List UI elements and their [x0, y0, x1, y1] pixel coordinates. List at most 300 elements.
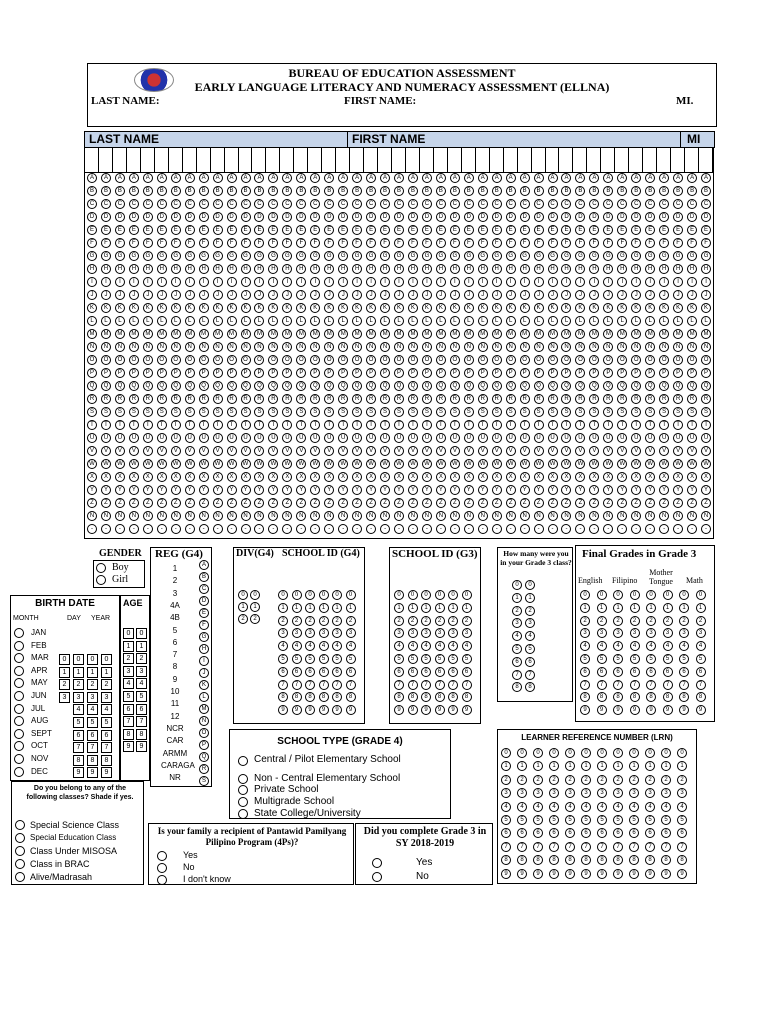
name-letter-bubble[interactable]: U	[213, 433, 223, 443]
name-letter-bubble[interactable]: B	[450, 186, 460, 196]
name-letter-bubble[interactable]: T	[408, 420, 418, 430]
final-grade-bubble[interactable]: 6	[646, 667, 656, 677]
lrn-digit-bubble[interactable]: 1	[677, 761, 687, 771]
name-letter-bubble[interactable]: Z	[422, 498, 432, 508]
name-letter-bubble[interactable]: C	[450, 199, 460, 209]
name-letter-bubble[interactable]: L	[338, 316, 348, 326]
name-letter-bubble[interactable]: Y	[436, 485, 446, 495]
birth-digit-bubble[interactable]: 4	[73, 704, 84, 715]
name-letter-bubble[interactable]: B	[282, 186, 292, 196]
name-letter-bubble[interactable]: E	[548, 225, 558, 235]
name-letter-bubble[interactable]: B	[352, 186, 362, 196]
name-letter-bubble[interactable]: P	[617, 368, 627, 378]
name-letter-bubble[interactable]: U	[338, 433, 348, 443]
name-letter-bubble[interactable]: W	[548, 459, 558, 469]
name-letter-bubble[interactable]: A	[659, 173, 669, 183]
name-letter-bubble[interactable]: F	[324, 238, 334, 248]
name-letter-bubble[interactable]: T	[282, 420, 292, 430]
name-letter-bubble[interactable]: Ñ	[673, 511, 683, 521]
lrn-digit-bubble[interactable]: 9	[581, 869, 591, 879]
div-bubble[interactable]: 2	[250, 614, 260, 624]
name-letter-bubble[interactable]: O	[617, 355, 627, 365]
birth-digit-bubble[interactable]: 8	[87, 755, 98, 766]
class-misosa-bubble[interactable]	[15, 846, 25, 856]
grade3-count-bubble[interactable]: 6	[525, 657, 535, 667]
name-letter-bubble[interactable]: Q	[157, 381, 167, 391]
name-letter-bubble[interactable]: S	[478, 407, 488, 417]
name-letter-bubble[interactable]: Ñ	[603, 511, 613, 521]
name-letter-bubble[interactable]: I	[645, 277, 655, 287]
name-letter-bubble[interactable]: U	[115, 433, 125, 443]
name-letter-bubble[interactable]: A	[366, 173, 376, 183]
name-letter-bubble[interactable]: F	[254, 238, 264, 248]
name-letter-bubble[interactable]: D	[673, 212, 683, 222]
fourps-no-bubble[interactable]	[157, 863, 167, 873]
final-grade-bubble[interactable]: 4	[663, 641, 673, 651]
name-letter-bubble[interactable]: Y	[534, 485, 544, 495]
name-letter-bubble[interactable]: Y	[129, 485, 139, 495]
name-letter-bubble[interactable]: A	[673, 173, 683, 183]
school-id-g3-bubble[interactable]: 5	[448, 654, 458, 664]
name-letter-bubble[interactable]: Q	[129, 381, 139, 391]
name-letter-bubble[interactable]: D	[659, 212, 669, 222]
final-grade-bubble[interactable]: 5	[679, 654, 689, 664]
name-letter-bubble[interactable]: F	[157, 238, 167, 248]
name-letter-bubble[interactable]: M	[422, 329, 432, 339]
name-letter-bubble[interactable]: L	[282, 316, 292, 326]
birth-month-bubble[interactable]	[14, 691, 24, 701]
name-letter-bubble[interactable]: E	[241, 225, 251, 235]
name-letter-bubble[interactable]: E	[520, 225, 530, 235]
name-letter-bubble[interactable]: F	[492, 238, 502, 248]
name-letter-bubble[interactable]: E	[366, 225, 376, 235]
name-letter-bubble[interactable]: Z	[408, 498, 418, 508]
name-letter-bubble[interactable]: R	[101, 394, 111, 404]
name-letter-bubble[interactable]: P	[673, 368, 683, 378]
name-letter-bubble[interactable]: A	[701, 173, 711, 183]
name-letter-bubble[interactable]: Y	[143, 485, 153, 495]
lrn-digit-bubble[interactable]: 4	[517, 802, 527, 812]
school-id-g3-bubble[interactable]: 1	[448, 603, 458, 613]
name-letter-bubble[interactable]: Z	[352, 498, 362, 508]
lrn-digit-bubble[interactable]: 7	[645, 842, 655, 852]
name-letter-bubble[interactable]: S	[575, 407, 585, 417]
birth-digit-bubble[interactable]: 6	[73, 730, 84, 741]
name-letter-bubble[interactable]: B	[561, 186, 571, 196]
name-letter-bubble[interactable]: L	[241, 316, 251, 326]
school-id-g4-bubble[interactable]: 1	[278, 603, 288, 613]
name-letter-bubble[interactable]: Z	[101, 498, 111, 508]
name-letter-bubble[interactable]: I	[422, 277, 432, 287]
name-letter-bubble[interactable]: J	[408, 290, 418, 300]
name-letter-bubble[interactable]: C	[380, 199, 390, 209]
name-letter-bubble[interactable]: Z	[450, 498, 460, 508]
name-letter-bubble[interactable]: N	[631, 342, 641, 352]
lrn-digit-bubble[interactable]: 0	[501, 748, 511, 758]
name-letter-bubble[interactable]: J	[254, 290, 264, 300]
name-letter-bubble[interactable]: H	[227, 264, 237, 274]
name-letter-bubble[interactable]: -	[171, 524, 181, 534]
name-letter-bubble[interactable]: I	[478, 277, 488, 287]
name-letter-bubble[interactable]: F	[171, 238, 181, 248]
lrn-digit-bubble[interactable]: 9	[629, 869, 639, 879]
name-letter-bubble[interactable]: M	[394, 329, 404, 339]
lrn-digit-bubble[interactable]: 8	[565, 855, 575, 865]
school-id-g3-bubble[interactable]: 7	[394, 680, 404, 690]
name-letter-bubble[interactable]: B	[492, 186, 502, 196]
region-bubble[interactable]: J	[199, 668, 209, 678]
lrn-digit-bubble[interactable]: 8	[613, 855, 623, 865]
name-letter-bubble[interactable]: R	[227, 394, 237, 404]
name-letter-bubble[interactable]: Q	[478, 381, 488, 391]
name-letter-bubble[interactable]: G	[436, 251, 446, 261]
name-letter-bubble[interactable]: A	[268, 173, 278, 183]
name-letter-bubble[interactable]: Z	[87, 498, 97, 508]
final-grade-bubble[interactable]: 8	[646, 692, 656, 702]
school-id-g4-bubble[interactable]: 9	[278, 705, 288, 715]
final-grade-bubble[interactable]: 4	[580, 641, 590, 651]
name-letter-box[interactable]	[350, 148, 364, 172]
name-letter-bubble[interactable]: D	[408, 212, 418, 222]
name-letter-bubble[interactable]: A	[115, 173, 125, 183]
name-letter-bubble[interactable]: D	[101, 212, 111, 222]
lrn-digit-bubble[interactable]: 1	[597, 761, 607, 771]
grade3-count-bubble[interactable]: 3	[525, 618, 535, 628]
name-letter-bubble[interactable]: G	[213, 251, 223, 261]
final-grade-bubble[interactable]: 8	[663, 692, 673, 702]
name-letter-bubble[interactable]: J	[645, 290, 655, 300]
name-letter-bubble[interactable]: D	[631, 212, 641, 222]
name-letter-bubble[interactable]: I	[617, 277, 627, 287]
name-letter-bubble[interactable]: I	[213, 277, 223, 287]
school-id-g4-bubble[interactable]: 5	[346, 654, 356, 664]
lrn-digit-bubble[interactable]: 9	[533, 869, 543, 879]
name-letter-bubble[interactable]: O	[227, 355, 237, 365]
lrn-digit-bubble[interactable]: 3	[645, 788, 655, 798]
name-letter-bubble[interactable]: N	[352, 342, 362, 352]
name-letter-bubble[interactable]: F	[687, 238, 697, 248]
name-letter-bubble[interactable]: J	[171, 290, 181, 300]
name-letter-bubble[interactable]: -	[380, 524, 390, 534]
name-letter-bubble[interactable]: K	[394, 303, 404, 313]
name-letter-bubble[interactable]: T	[436, 420, 446, 430]
name-letter-bubble[interactable]: L	[101, 316, 111, 326]
name-letter-bubble[interactable]: Y	[506, 485, 516, 495]
name-letter-bubble[interactable]: A	[534, 173, 544, 183]
name-letter-box[interactable]	[406, 148, 420, 172]
name-letter-bubble[interactable]: E	[227, 225, 237, 235]
lrn-digit-bubble[interactable]: 0	[565, 748, 575, 758]
name-letter-bubble[interactable]: G	[324, 251, 334, 261]
name-letter-bubble[interactable]: L	[254, 316, 264, 326]
name-letter-bubble[interactable]: J	[143, 290, 153, 300]
name-letter-bubble[interactable]: W	[87, 459, 97, 469]
school-type-noncentral-bubble[interactable]	[238, 774, 248, 784]
name-letter-bubble[interactable]: G	[296, 251, 306, 261]
name-letter-bubble[interactable]: C	[241, 199, 251, 209]
school-id-g4-bubble[interactable]: 9	[346, 705, 356, 715]
name-letter-bubble[interactable]: G	[673, 251, 683, 261]
name-letter-bubble[interactable]: Z	[380, 498, 390, 508]
lrn-digit-bubble[interactable]: 6	[645, 828, 655, 838]
name-letter-bubble[interactable]: Y	[603, 485, 613, 495]
name-letter-bubble[interactable]: W	[603, 459, 613, 469]
name-letter-bubble[interactable]: U	[227, 433, 237, 443]
name-letter-bubble[interactable]: N	[185, 342, 195, 352]
name-letter-bubble[interactable]: H	[268, 264, 278, 274]
name-letter-bubble[interactable]: D	[352, 212, 362, 222]
name-letter-bubble[interactable]: T	[394, 420, 404, 430]
name-letter-bubble[interactable]: G	[366, 251, 376, 261]
name-letter-bubble[interactable]: Q	[87, 381, 97, 391]
name-letter-bubble[interactable]: E	[687, 225, 697, 235]
name-letter-bubble[interactable]: Z	[659, 498, 669, 508]
school-id-g3-bubble[interactable]: 1	[408, 603, 418, 613]
age-digit-bubble[interactable]: 1	[136, 641, 147, 652]
final-grade-bubble[interactable]: 4	[597, 641, 607, 651]
name-letter-bubble[interactable]: J	[617, 290, 627, 300]
name-letter-bubble[interactable]: T	[338, 420, 348, 430]
name-letter-bubble[interactable]: D	[464, 212, 474, 222]
name-letter-bubble[interactable]: L	[631, 316, 641, 326]
class-brac-bubble[interactable]	[15, 859, 25, 869]
name-letter-bubble[interactable]: P	[282, 368, 292, 378]
name-letter-bubble[interactable]: G	[687, 251, 697, 261]
name-letter-bubble[interactable]: U	[575, 433, 585, 443]
name-letter-bubble[interactable]: K	[157, 303, 167, 313]
name-letter-bubble[interactable]: B	[534, 186, 544, 196]
name-letter-bubble[interactable]: I	[199, 277, 209, 287]
name-letter-bubble[interactable]: T	[143, 420, 153, 430]
name-letter-bubble[interactable]: L	[310, 316, 320, 326]
name-letter-bubble[interactable]: Ñ	[380, 511, 390, 521]
name-letter-bubble[interactable]: W	[575, 459, 585, 469]
name-letter-bubble[interactable]: H	[213, 264, 223, 274]
name-letter-bubble[interactable]: X	[603, 472, 613, 482]
name-letter-bubble[interactable]: B	[366, 186, 376, 196]
name-letter-bubble[interactable]: H	[701, 264, 711, 274]
name-letter-bubble[interactable]: L	[506, 316, 516, 326]
name-letter-bubble[interactable]: C	[464, 199, 474, 209]
name-letter-bubble[interactable]: X	[310, 472, 320, 482]
name-letter-bubble[interactable]: B	[436, 186, 446, 196]
lrn-digit-bubble[interactable]: 0	[549, 748, 559, 758]
name-letter-bubble[interactable]: K	[478, 303, 488, 313]
region-bubble[interactable]: N	[199, 716, 209, 726]
name-letter-bubble[interactable]: Y	[338, 485, 348, 495]
name-letter-bubble[interactable]: Z	[324, 498, 334, 508]
lrn-digit-bubble[interactable]: 8	[597, 855, 607, 865]
name-letter-bubble[interactable]: O	[101, 355, 111, 365]
name-letter-bubble[interactable]: E	[673, 225, 683, 235]
name-letter-bubble[interactable]: Q	[241, 381, 251, 391]
name-letter-bubble[interactable]: H	[101, 264, 111, 274]
name-letter-bubble[interactable]: K	[241, 303, 251, 313]
name-letter-bubble[interactable]: X	[408, 472, 418, 482]
name-letter-bubble[interactable]: C	[645, 199, 655, 209]
birth-month-bubble[interactable]	[14, 704, 24, 714]
name-letter-bubble[interactable]: M	[338, 329, 348, 339]
name-letter-bubble[interactable]: W	[185, 459, 195, 469]
name-letter-bubble[interactable]: S	[282, 407, 292, 417]
name-letter-bubble[interactable]: N	[408, 342, 418, 352]
name-letter-bubble[interactable]: B	[380, 186, 390, 196]
school-id-g4-bubble[interactable]: 9	[319, 705, 329, 715]
name-letter-bubble[interactable]: D	[213, 212, 223, 222]
name-letter-bubble[interactable]: F	[436, 238, 446, 248]
name-letter-bubble[interactable]: Ñ	[464, 511, 474, 521]
name-letter-bubble[interactable]: S	[296, 407, 306, 417]
name-letter-bubble[interactable]: S	[101, 407, 111, 417]
name-letter-bubble[interactable]: E	[589, 225, 599, 235]
lrn-digit-bubble[interactable]: 6	[677, 828, 687, 838]
school-type-central-bubble[interactable]	[238, 756, 248, 766]
name-letter-bubble[interactable]: H	[338, 264, 348, 274]
name-letter-bubble[interactable]: Ñ	[171, 511, 181, 521]
school-id-g4-bubble[interactable]: 6	[346, 667, 356, 677]
name-letter-bubble[interactable]: Z	[506, 498, 516, 508]
name-letter-bubble[interactable]: T	[422, 420, 432, 430]
name-letter-bubble[interactable]: P	[241, 368, 251, 378]
name-letter-box[interactable]	[476, 148, 490, 172]
lrn-digit-bubble[interactable]: 0	[517, 748, 527, 758]
age-digit-bubble[interactable]: 6	[123, 704, 134, 715]
name-letter-bubble[interactable]: P	[338, 368, 348, 378]
name-letter-bubble[interactable]: C	[268, 199, 278, 209]
name-letter-bubble[interactable]: Z	[701, 498, 711, 508]
name-letter-bubble[interactable]: T	[589, 420, 599, 430]
name-letter-bubble[interactable]: K	[506, 303, 516, 313]
name-letter-bubble[interactable]: Ñ	[575, 511, 585, 521]
name-letter-bubble[interactable]: R	[478, 394, 488, 404]
name-letter-bubble[interactable]: G	[394, 251, 404, 261]
name-letter-bubble[interactable]: Ñ	[282, 511, 292, 521]
birth-digit-bubble[interactable]: 0	[87, 654, 98, 665]
name-letter-bubble[interactable]: V	[673, 446, 683, 456]
name-letter-bubble[interactable]: C	[171, 199, 181, 209]
name-letter-bubble[interactable]: D	[548, 212, 558, 222]
school-id-g3-bubble[interactable]: 5	[394, 654, 404, 664]
name-letter-bubble[interactable]: U	[282, 433, 292, 443]
name-letter-bubble[interactable]: Ñ	[450, 511, 460, 521]
name-letter-bubble[interactable]: B	[129, 186, 139, 196]
name-letter-bubble[interactable]: W	[687, 459, 697, 469]
name-letter-bubble[interactable]: R	[115, 394, 125, 404]
name-letter-bubble[interactable]: Q	[701, 381, 711, 391]
name-letter-bubble[interactable]: G	[506, 251, 516, 261]
name-letter-bubble[interactable]: R	[87, 394, 97, 404]
name-letter-bubble[interactable]: Y	[282, 485, 292, 495]
name-letter-bubble[interactable]: Ñ	[115, 511, 125, 521]
name-letter-bubble[interactable]: X	[645, 472, 655, 482]
birth-month-bubble[interactable]	[14, 628, 24, 638]
name-letter-bubble[interactable]: W	[436, 459, 446, 469]
name-letter-bubble[interactable]: -	[561, 524, 571, 534]
name-letter-bubble[interactable]: C	[589, 199, 599, 209]
name-letter-bubble[interactable]: P	[492, 368, 502, 378]
name-letter-bubble[interactable]: X	[534, 472, 544, 482]
name-letter-bubble[interactable]: L	[548, 316, 558, 326]
birth-digit-bubble[interactable]: 1	[87, 667, 98, 678]
name-letter-bubble[interactable]: O	[589, 355, 599, 365]
name-letter-bubble[interactable]: H	[645, 264, 655, 274]
name-letter-bubble[interactable]: K	[352, 303, 362, 313]
name-letter-bubble[interactable]: -	[227, 524, 237, 534]
name-letter-bubble[interactable]: Y	[87, 485, 97, 495]
name-letter-bubble[interactable]: Ñ	[422, 511, 432, 521]
name-letter-bubble[interactable]: Ñ	[296, 511, 306, 521]
name-letter-bubble[interactable]: H	[687, 264, 697, 274]
name-letter-bubble[interactable]: T	[199, 420, 209, 430]
name-letter-bubble[interactable]: Y	[241, 485, 251, 495]
name-letter-bubble[interactable]: Z	[143, 498, 153, 508]
name-letter-bubble[interactable]: V	[87, 446, 97, 456]
name-letter-bubble[interactable]: -	[366, 524, 376, 534]
name-letter-box[interactable]	[546, 148, 560, 172]
name-letter-bubble[interactable]: C	[157, 199, 167, 209]
name-letter-bubble[interactable]: A	[199, 173, 209, 183]
name-letter-bubble[interactable]: J	[687, 290, 697, 300]
name-letter-bubble[interactable]: I	[687, 277, 697, 287]
birth-month-bubble[interactable]	[14, 653, 24, 663]
birth-digit-bubble[interactable]: 6	[87, 730, 98, 741]
name-letter-bubble[interactable]: Q	[673, 381, 683, 391]
name-letter-bubble[interactable]: Z	[589, 498, 599, 508]
name-letter-bubble[interactable]: X	[227, 472, 237, 482]
name-letter-bubble[interactable]: D	[296, 212, 306, 222]
name-letter-bubble[interactable]: R	[436, 394, 446, 404]
name-letter-bubble[interactable]: R	[492, 394, 502, 404]
name-letter-bubble[interactable]: T	[478, 420, 488, 430]
final-grade-bubble[interactable]: 7	[580, 680, 590, 690]
name-letter-bubble[interactable]: X	[268, 472, 278, 482]
name-letter-bubble[interactable]: P	[506, 368, 516, 378]
name-letter-bubble[interactable]: C	[352, 199, 362, 209]
name-letter-bubble[interactable]: Q	[422, 381, 432, 391]
name-letter-bubble[interactable]: -	[129, 524, 139, 534]
final-grade-bubble[interactable]: 0	[613, 590, 623, 600]
name-letter-bubble[interactable]: S	[199, 407, 209, 417]
div-bubble[interactable]: 2	[238, 614, 248, 624]
region-bubble[interactable]: P	[199, 740, 209, 750]
name-letter-bubble[interactable]: D	[589, 212, 599, 222]
final-grade-bubble[interactable]: 9	[630, 705, 640, 715]
birth-digit-bubble[interactable]: 5	[101, 717, 112, 728]
name-letter-bubble[interactable]: S	[254, 407, 264, 417]
name-letter-box[interactable]	[239, 148, 253, 172]
name-letter-bubble[interactable]: V	[338, 446, 348, 456]
school-id-g3-bubble[interactable]: 6	[408, 667, 418, 677]
name-letter-bubble[interactable]: C	[603, 199, 613, 209]
name-letter-bubble[interactable]: D	[115, 212, 125, 222]
birth-digit-bubble[interactable]: 0	[101, 654, 112, 665]
name-letter-bubble[interactable]: I	[227, 277, 237, 287]
name-letter-bubble[interactable]: M	[129, 329, 139, 339]
school-id-g4-bubble[interactable]: 4	[319, 641, 329, 651]
name-letter-bubble[interactable]: G	[589, 251, 599, 261]
name-letter-bubble[interactable]: V	[701, 446, 711, 456]
name-letter-bubble[interactable]: J	[492, 290, 502, 300]
name-letter-bubble[interactable]: V	[296, 446, 306, 456]
final-grade-bubble[interactable]: 0	[646, 590, 656, 600]
name-letter-bubble[interactable]: H	[310, 264, 320, 274]
grade3-count-bubble[interactable]: 7	[512, 670, 522, 680]
region-bubble[interactable]: M	[199, 704, 209, 714]
final-grade-bubble[interactable]: 5	[646, 654, 656, 664]
name-letter-bubble[interactable]: I	[87, 277, 97, 287]
school-id-g4-bubble[interactable]: 7	[346, 680, 356, 690]
name-letter-bubble[interactable]: N	[87, 342, 97, 352]
